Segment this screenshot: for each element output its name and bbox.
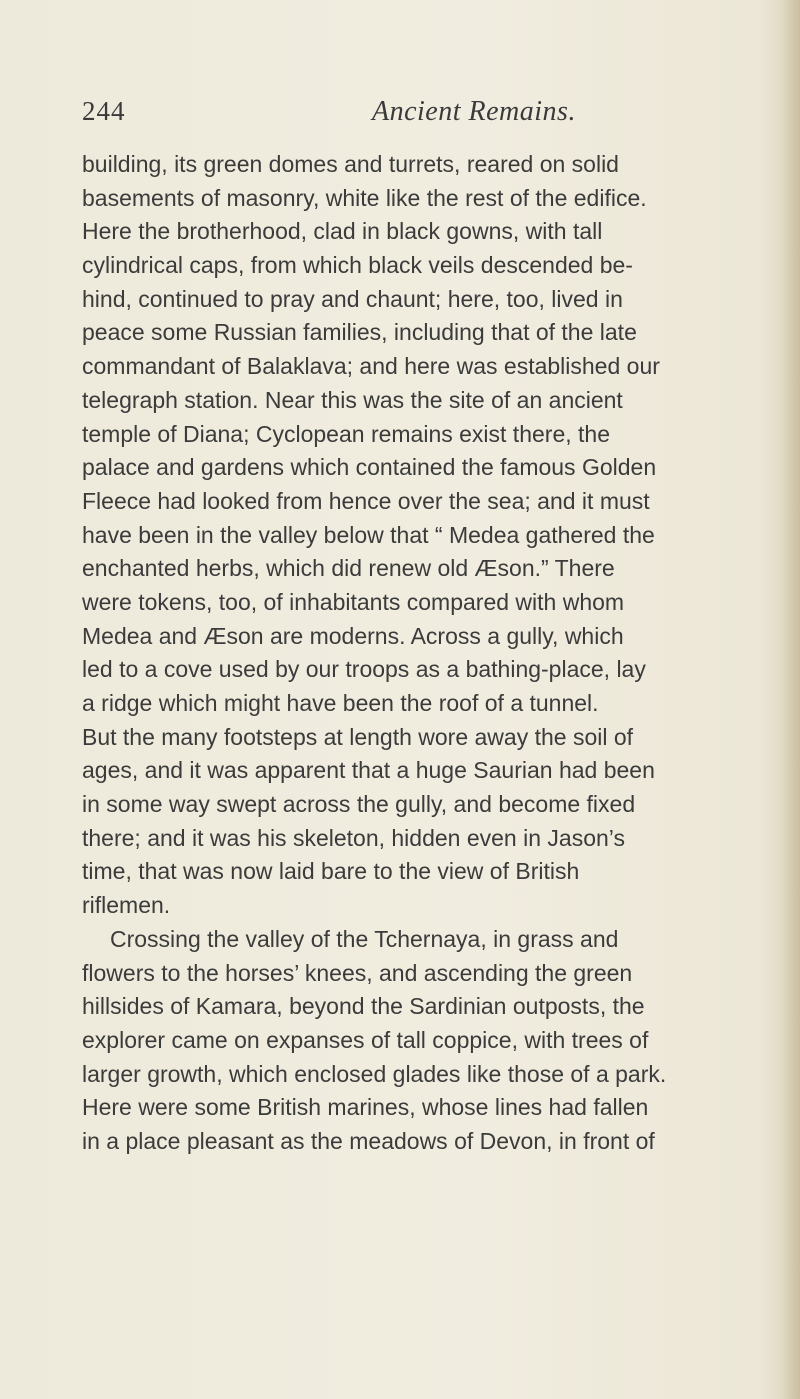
text-line: Medea and Æson are moderns. Across a gully, which [82, 622, 624, 649]
text-line: basements of masonry, white like the rest of the edifice. [82, 184, 647, 211]
text-line: explorer came on expanses of tall coppice, with trees of [82, 1026, 649, 1053]
text-line: Here the brotherhood, clad in black gowns, with tall [82, 218, 603, 245]
text-line: led to a cove used by our troops as a bathing-place, lay [82, 656, 646, 683]
page-number: 244 [82, 96, 126, 126]
text-line: larger growth, which enclosed glades like those of a park. [82, 1060, 667, 1087]
page-header [82, 96, 762, 140]
text-line: enchanted herbs, which did renew old Æson.” There [82, 555, 615, 582]
text-line: in some way swept across the gully, and become fixed [82, 791, 636, 818]
text-line: flowers to the horses’ knees, and ascending the green [82, 959, 633, 986]
text-line: temple of Diana; Cyclopean remains exist there, the [82, 420, 610, 447]
text-line: were tokens, too, of inhabitants compared with whom [82, 588, 625, 615]
text-line: building, its green domes and turrets, reared on solid [82, 151, 619, 177]
text-line: have been in the valley below that “ Medea gathered the [82, 521, 655, 548]
text-line: peace some Russian families, including that of the late [82, 319, 637, 346]
text-line: in a place pleasant as the meadows of Devon, in front of [82, 1127, 655, 1154]
text-line: hind, continued to pray and chaunt; here, too, lived in [82, 285, 623, 312]
text-line: ages, and it was apparent that a huge Saurian had been [82, 757, 655, 784]
paragraph-start-line: Crossing the valley of the Tchernaya, in grass and [110, 925, 619, 952]
text-line: time, that was now laid bare to the view of British [82, 858, 580, 885]
text-line: But the many footsteps at length wore away the soil of [82, 723, 634, 750]
text-line: a ridge which might have been the roof of a tunnel. [82, 690, 599, 716]
text-line: riflemen. [82, 892, 171, 919]
text-line: there; and it was his skeleton, hidden even in Jason’s [82, 824, 625, 851]
text-line: hillsides of Kamara, beyond the Sardinian outposts, the [82, 993, 645, 1020]
text-line: Here were some British marines, whose lines had fallen [82, 1094, 649, 1121]
text-line: cylindrical caps, from which black veils descended be- [82, 252, 633, 279]
text-line: Fleece had looked from hence over the sea; and it must [82, 487, 650, 514]
running-head: Ancient Remains. [372, 96, 576, 127]
text-line: telegraph station. Near this was the site of an ancient [82, 386, 623, 413]
body-text [82, 148, 770, 1159]
page-edge-shadow [782, 0, 800, 1399]
text-line: palace and gardens which contained the famous Golden [82, 454, 657, 481]
text-line: commandant of Balaklava; and here was established our [82, 353, 660, 380]
